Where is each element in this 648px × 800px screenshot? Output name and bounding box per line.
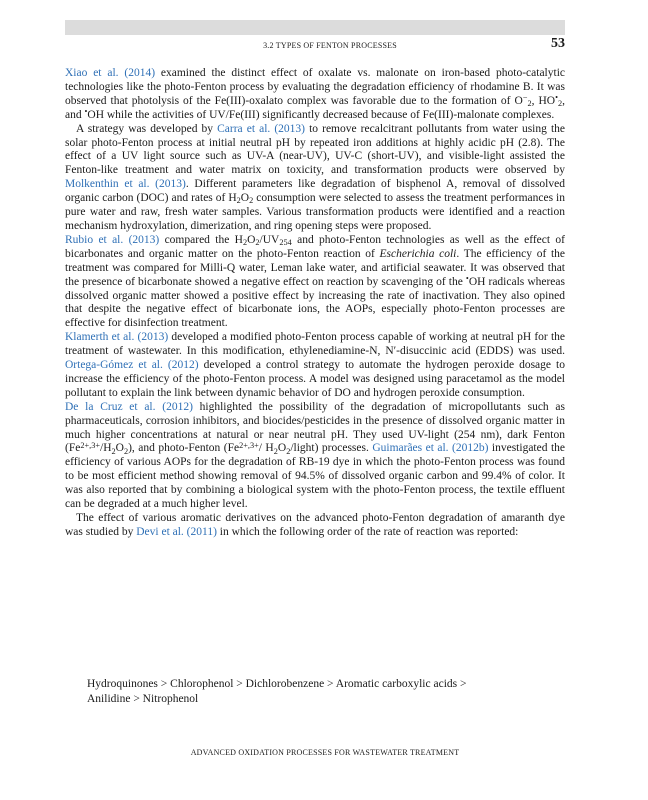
text-run: highlighted the possibility of the degradation of micropollutants such as pharmaceuticals, corrosion inhibitors, and biocides/pesticides in the presence of dissolved organic matter in much higher concentrations at natural or near neutral pH. They used UV-light (254 nm), dark Fenton (Fe (65, 400, 565, 455)
subscript: 2 (527, 98, 532, 108)
text-run: examined the distinct effect of oxalate vs. malonate on iron-based photo-catalytic technologies like the photo-Fenton process by evaluating the degradation efficiency of rhodamine B. It was observed that photolysis of the Fe(III)-oxalato complex was favorable due to the formation of O (65, 67, 565, 107)
subscript: 2 (123, 446, 129, 456)
text-run: / H (258, 442, 274, 455)
order-line: Anilidine > Nitrophenol (87, 693, 199, 705)
superscript: − (522, 93, 528, 103)
subscript: 254 (279, 237, 292, 247)
subscript: 2 (111, 446, 116, 456)
subscript: 2 (286, 446, 291, 456)
text-run: /H (100, 442, 112, 455)
text-run: to remove recalcitrant pollutants from water using the solar photo-Fenton process at initial neutral pH by repeated iron additions at highly acidic pH (2.8). The effect of a UV light source such as UV-A (near-UV), UV-C (short-UV), and visible-light assisted the Fenton-like treatment and water matrix on toxicity, and transformation products were observed by (65, 122, 565, 177)
citation-link[interactable]: Rubio et al. (2013) (65, 233, 160, 246)
text-run: /UV (259, 233, 280, 246)
paragraph-devi (65, 512, 565, 540)
text-run: developed a modified photo-Fenton process capable of working at neutral pH for the treatment of wastewater. In this modification, ethylenediamine-N, N′-disuccinic acid (EDDS) was used. (65, 331, 565, 358)
text-run: O (247, 233, 256, 246)
text-run: /light) processes. (290, 442, 373, 455)
header-bar (65, 20, 565, 35)
subscript: 2 (249, 196, 254, 206)
text-run: compared the H (159, 233, 243, 246)
subscript: 2 (236, 196, 241, 206)
citation-link[interactable]: Klamerth et al. (2013) (65, 331, 169, 344)
text-run: O (277, 442, 287, 455)
text-run: O (240, 192, 250, 205)
text-run: OH radicals whereas dissolved organic matter showed a positive effect by increasing the rate of inactivation. They also opined that despite the negative effect of bicarbonate ions, the AOPs, especially photo-Fenton processes are effective for disinfection treatment. (65, 275, 565, 330)
subscript: 2 (242, 237, 248, 247)
paragraph-carra (65, 123, 565, 234)
paragraph-klamerth (65, 331, 565, 401)
paragraph-delacruz (65, 401, 565, 512)
text-run: , HO (531, 94, 556, 107)
text-run: in which the following order of the rate of reaction was reported: (216, 525, 519, 538)
text-run: developed a control strategy to automate the hydrogen peroxide dosage to increase the efficiency of the photo-Fenton process. A model was designed using paracetamol as the model pollutant to explain the link between dynamic behavior of DO and hydrogen peroxide consumption. (65, 359, 565, 399)
subscript: 2 (557, 98, 563, 108)
page-number: 53 (551, 36, 565, 51)
body-text (65, 67, 565, 540)
text-run: . The efficiency of the treatment was compared for Milli-Q water, Leman lake water, and artificial seawater. It was observed that the presence of bicarbonate showed a negative effect on reaction by scavenging of the (65, 247, 565, 288)
order-line: Hydroquinones > Chlorophenol > Dichlorobenzene > Aromatic carboxylic acids > (87, 678, 467, 690)
subscript: 2 (255, 237, 260, 247)
subscript: 2 (273, 446, 278, 456)
text-run: consumption were selected to assess the treatment performances in pure water and raw, fresh water samples. Various transformation products were identified and a reaction mechanism hydroxylation, dimerization, and ring opening steps were proposed. (65, 192, 566, 232)
paragraph-rubio (65, 234, 565, 331)
superscript: • (555, 93, 558, 103)
text-run: The effect of various aromatic derivatives on the advanced photo-Fenton degradation of amaranth dye was studied by (65, 512, 565, 538)
citation-link[interactable]: Molkenthin et al. (2013) (65, 178, 186, 191)
superscript: 2+,3+ (239, 440, 259, 450)
text-run: , and (65, 94, 565, 121)
reaction-rate-order (87, 677, 557, 707)
superscript: 2+,3+ (80, 440, 100, 450)
running-footer: ADVANCED OXIDATION PROCESSES FOR WASTEWATER TREATMENT (190, 748, 460, 757)
text-run: investigated the efficiency of various AOPs for the degradation of RB-19 dye in which the photo-Fenton process was found to be most efficient method showing removal of 94.5% of dissolved organic carbon and 99.4% of color. It was also reported that by combining a biological system with the photo-Fenton process, the textile effluent can be degraded at a much higher level. (65, 442, 565, 511)
text-run: and photo-Fenton technologies as well as the effect of bicarbonates and organic matter on the photo-Fenton reaction of (65, 233, 566, 260)
text-run: ), and photo-Fenton (Fe (128, 442, 240, 455)
text-run: O (115, 442, 124, 455)
citation-link[interactable]: De la Cruz et al. (2012) (65, 400, 193, 413)
running-header: 3.2 TYPES OF FENTON PROCESSES (263, 41, 397, 50)
text-run: A strategy was developed by (76, 122, 218, 135)
paragraph-xiao (65, 67, 565, 123)
text-run: . Different parameters like degradation of bisphenol A, removal of dissolved organic carbon (DOC) and rates of H (65, 178, 565, 205)
citation-link[interactable]: Devi et al. (2011) (136, 525, 217, 538)
citation-link[interactable]: Ortega-Gómez et al. (2012) (65, 359, 199, 372)
citation-link[interactable]: Guimarães et al. (2012b) (372, 442, 489, 455)
citation-link[interactable]: Xiao et al. (2014) (65, 67, 156, 79)
citation-link[interactable]: Carra et al. (2013) (217, 122, 306, 135)
radical-dot: • (84, 107, 88, 116)
radical-dot: • (465, 273, 469, 283)
species-name: Escherichia coli (379, 247, 457, 260)
text-run: OH while the activities of UV/Fe(III) significantly decreased because of Fe(III)-malonate complexes. (87, 108, 555, 121)
